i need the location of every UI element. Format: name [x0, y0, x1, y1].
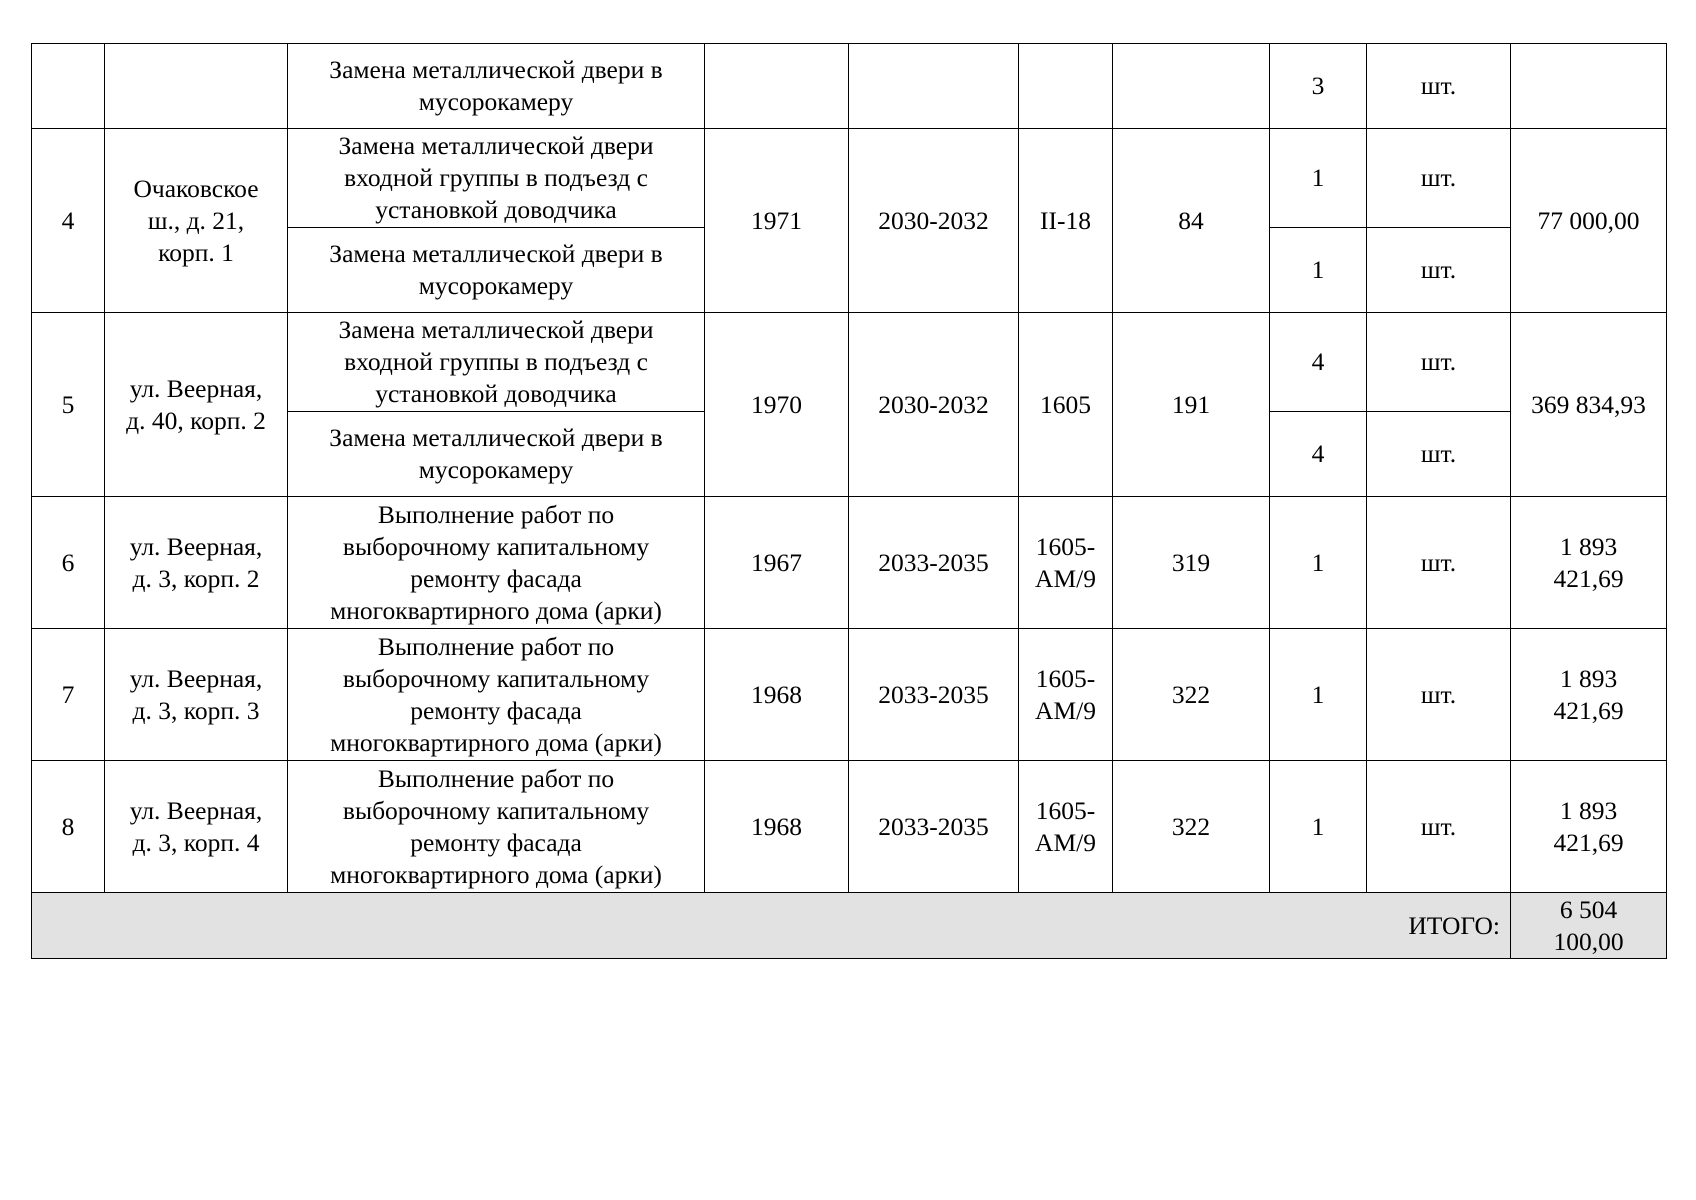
- cell-series: 1605- АМ/9: [1019, 629, 1113, 761]
- cell-address: ул. Веерная, д. 3, корп. 4: [105, 761, 288, 893]
- cell-year: 1968: [705, 761, 849, 893]
- cell-qty: 3: [1270, 44, 1367, 129]
- cell-num: 8: [32, 761, 105, 893]
- total-label: ИТОГО:: [32, 893, 1511, 959]
- cell-num: 4: [32, 129, 105, 313]
- cell-series: [1019, 44, 1113, 129]
- cell-cost: 77 000,00: [1511, 129, 1667, 313]
- cell-series: 1605- АМ/9: [1019, 497, 1113, 629]
- cell-qty: 1: [1270, 228, 1367, 313]
- cell-apartments: 322: [1113, 761, 1270, 893]
- cell-address: [105, 44, 288, 129]
- table-row: [32, 129, 1667, 228]
- cell-num: [32, 44, 105, 129]
- cell-period: 2033-2035: [849, 761, 1019, 893]
- cell-unit: шт.: [1367, 412, 1511, 497]
- cell-year: [705, 44, 849, 129]
- cell-series: II-18: [1019, 129, 1113, 313]
- cell-work: Замена металлической двери входной группы в подъезд с установкой доводчика: [288, 313, 705, 412]
- cell-qty: 1: [1270, 497, 1367, 629]
- cell-qty: 1: [1270, 761, 1367, 893]
- cell-qty: 1: [1270, 629, 1367, 761]
- cell-year: 1970: [705, 313, 849, 497]
- cell-apartments: 319: [1113, 497, 1270, 629]
- cell-cost: 1 893 421,69: [1511, 497, 1667, 629]
- cell-year: 1971: [705, 129, 849, 313]
- cell-address: Очаковское ш., д. 21, корп. 1: [105, 129, 288, 313]
- cell-qty: 4: [1270, 412, 1367, 497]
- cell-work: Выполнение работ по выборочному капитальному ремонту фасада многоквартирного дома (арки): [288, 629, 705, 761]
- cell-year: 1968: [705, 629, 849, 761]
- cell-num: 6: [32, 497, 105, 629]
- cell-period: 2030-2032: [849, 313, 1019, 497]
- table-row-continuation: [32, 44, 1667, 129]
- cell-apartments: 191: [1113, 313, 1270, 497]
- cell-unit: шт.: [1367, 761, 1511, 893]
- cell-unit: шт.: [1367, 44, 1511, 129]
- cell-unit: шт.: [1367, 497, 1511, 629]
- cell-address: ул. Веерная, д. 3, корп. 2: [105, 497, 288, 629]
- total-row: [32, 893, 1667, 959]
- cell-qty: 4: [1270, 313, 1367, 412]
- cell-unit: шт.: [1367, 228, 1511, 313]
- cell-qty: 1: [1270, 129, 1367, 228]
- cell-address: ул. Веерная, д. 3, корп. 3: [105, 629, 288, 761]
- cell-series: 1605- АМ/9: [1019, 761, 1113, 893]
- table-row: [32, 761, 1667, 893]
- cell-work: Замена металлической двери входной группы в подъезд с установкой доводчика: [288, 129, 705, 228]
- cell-period: 2030-2032: [849, 129, 1019, 313]
- cell-unit: шт.: [1367, 129, 1511, 228]
- table-row: [32, 497, 1667, 629]
- cell-cost: 1 893 421,69: [1511, 629, 1667, 761]
- cell-work: Замена металлической двери в мусорокамеру: [288, 44, 705, 129]
- table-row: [32, 313, 1667, 412]
- cell-work: Выполнение работ по выборочному капитальному ремонту фасада многоквартирного дома (арки): [288, 497, 705, 629]
- cell-work: Замена металлической двери в мусорокамеру: [288, 228, 705, 313]
- cell-cost: 369 834,93: [1511, 313, 1667, 497]
- cell-work: Выполнение работ по выборочному капитальному ремонту фасада многоквартирного дома (арки): [288, 761, 705, 893]
- cell-cost: [1511, 44, 1667, 129]
- cell-year: 1967: [705, 497, 849, 629]
- cell-apartments: [1113, 44, 1270, 129]
- cell-cost: 1 893 421,69: [1511, 761, 1667, 893]
- cell-apartments: 322: [1113, 629, 1270, 761]
- total-value: 6 504 100,00: [1511, 893, 1667, 959]
- cell-num: 5: [32, 313, 105, 497]
- works-table: [31, 43, 1667, 959]
- cell-unit: шт.: [1367, 313, 1511, 412]
- cell-apartments: 84: [1113, 129, 1270, 313]
- cell-address: ул. Веерная, д. 40, корп. 2: [105, 313, 288, 497]
- cell-period: 2033-2035: [849, 629, 1019, 761]
- cell-period: 2033-2035: [849, 497, 1019, 629]
- cell-unit: шт.: [1367, 629, 1511, 761]
- table-row: [32, 629, 1667, 761]
- cell-series: 1605: [1019, 313, 1113, 497]
- cell-work: Замена металлической двери в мусорокамеру: [288, 412, 705, 497]
- cell-num: 7: [32, 629, 105, 761]
- cell-period: [849, 44, 1019, 129]
- document-page: [31, 43, 1666, 959]
